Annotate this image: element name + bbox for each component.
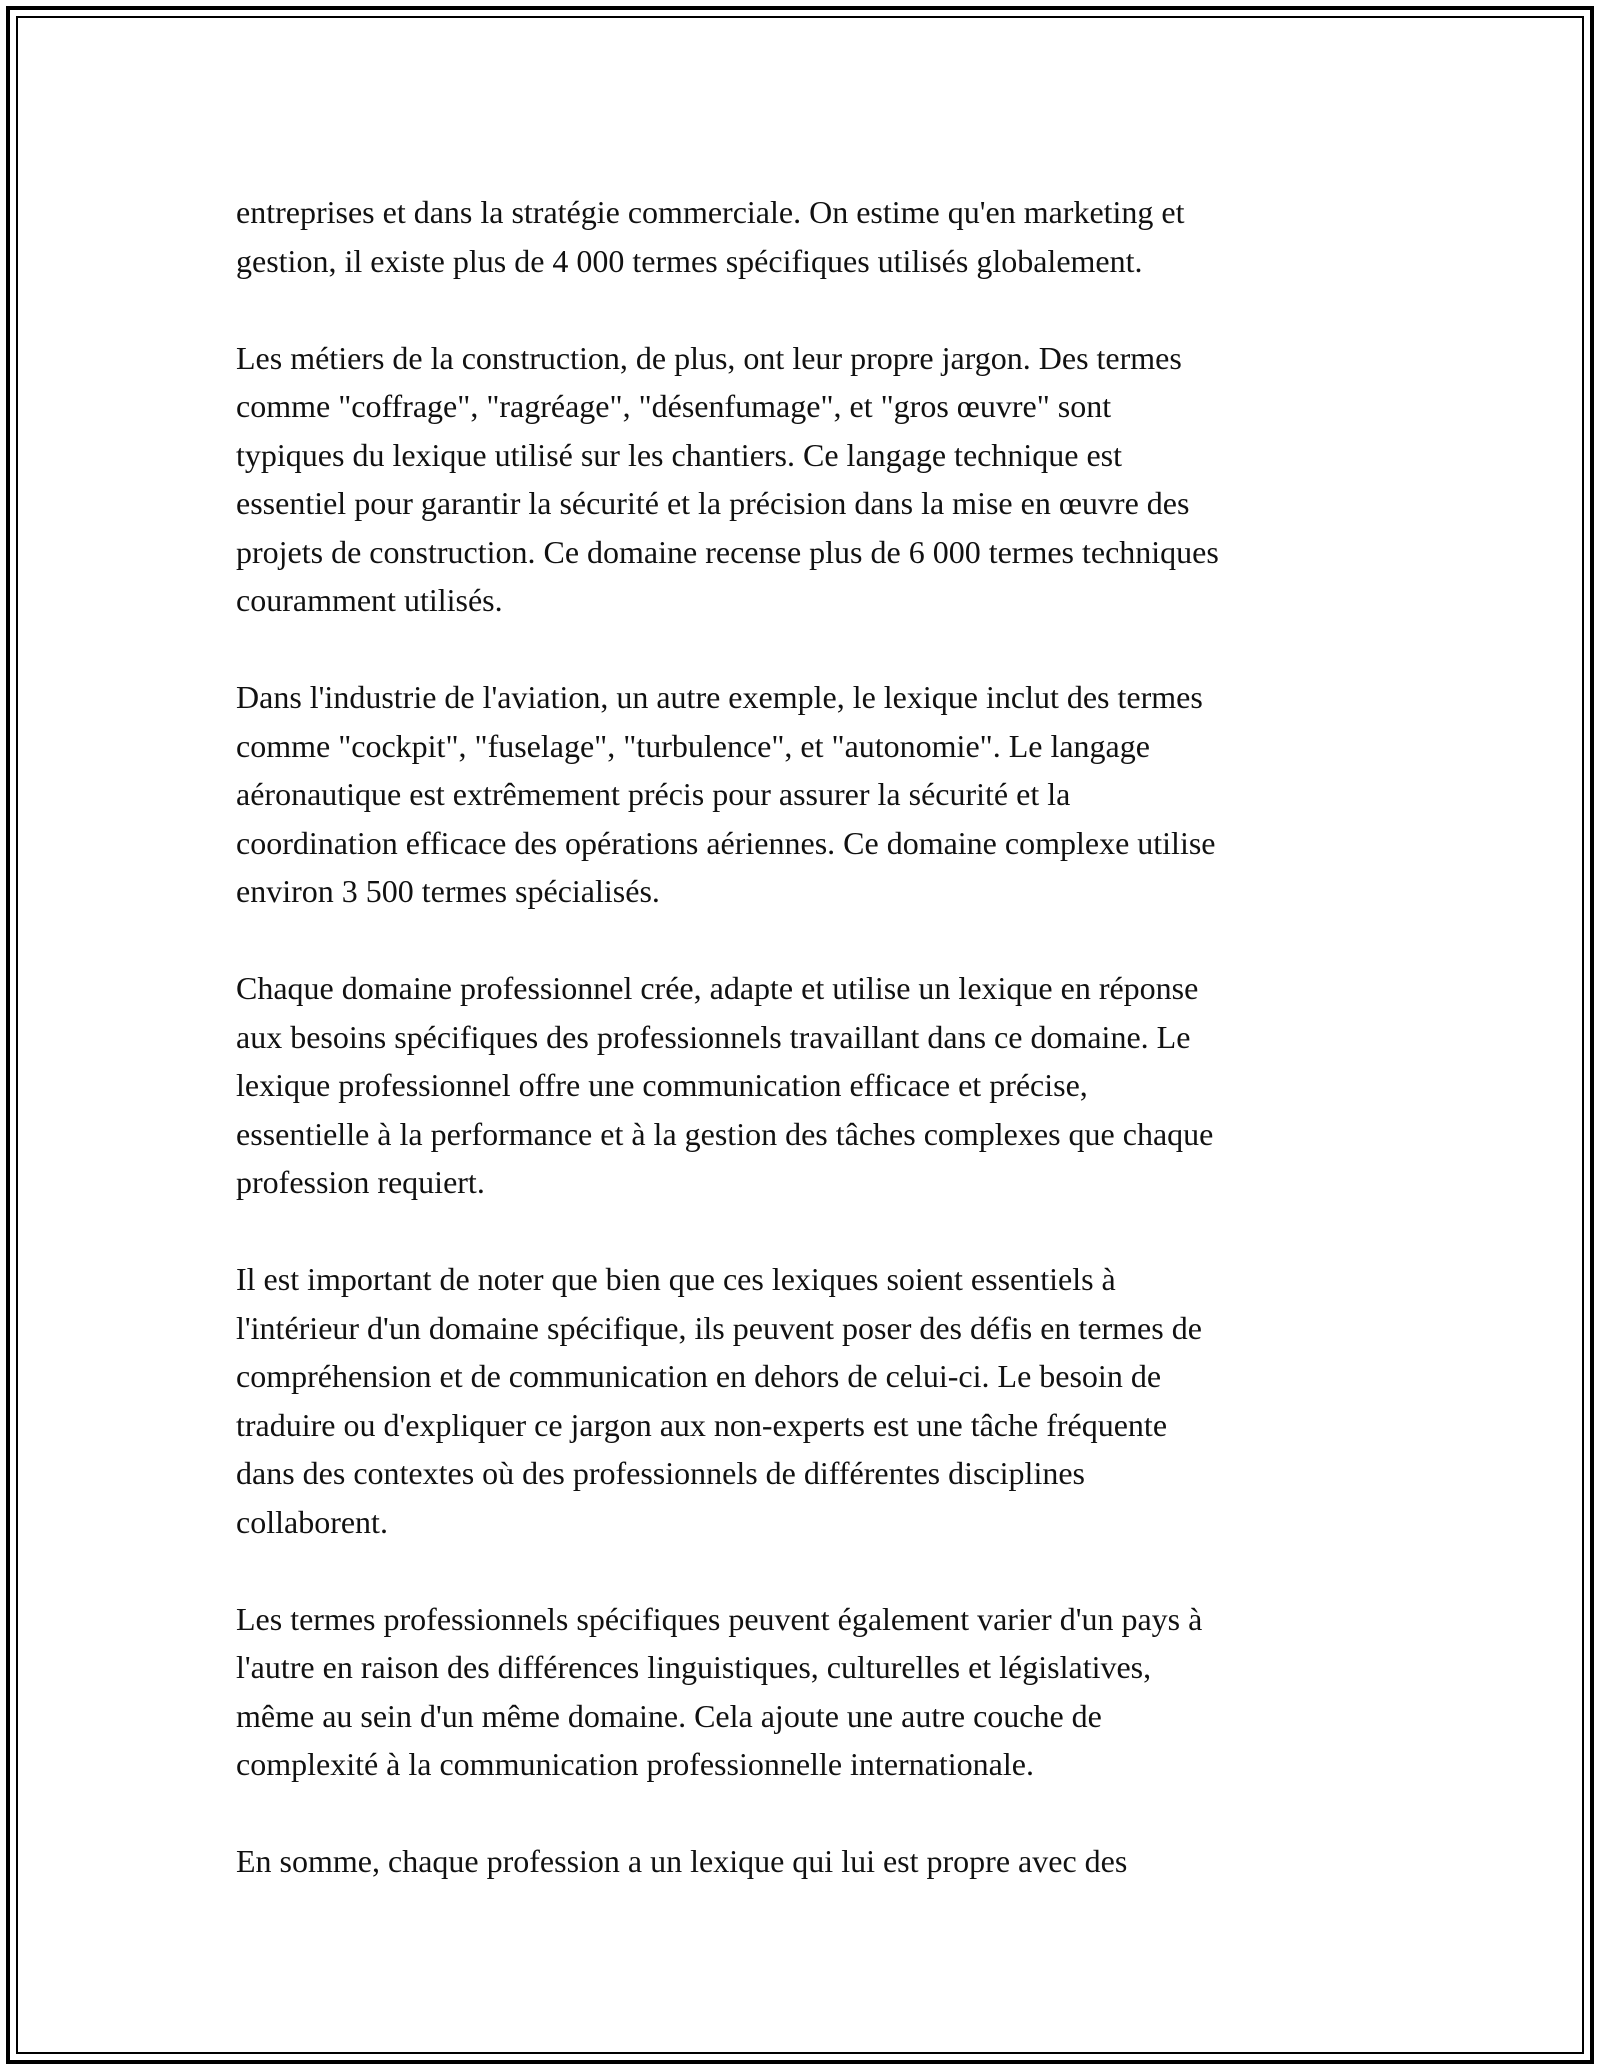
paragraph-aviation: Dans l'industrie de l'aviation, un autre exemple, le lexique inclut des termes comme "cockpit", "fuselage", "turbulence", et "autonomie". Le langage aéronautique est extrêmement précis pour assurer la sécurité et la coordination efficace des opérations aériennes. Ce domaine complexe utilise environ 3 500 termes spécialisés. (236, 679, 1216, 909)
paragraph-international: Les termes professionnels spécifiques peuvent également varier d'un pays à l'autre en raison des différences linguistiques, culturelles et législatives, même au sein d'un même domaine. Cela ajoute une autre couche de complexité à la communication professionnelle internationale. (236, 1600, 1203, 1782)
paragraph-construction: Les métiers de la construction, de plus, ont leur propre jargon. Des termes comme "coffrage", "ragréage", "désenfumage", et "gros œuvre" sont typiques du lexique utilisé sur les chantiers. Ce langage technique est essentiel pour garantir la sécurité et la précision dans la mise en œuvre des projets de construction. Ce domaine recense plus de 6 000 termes techniques couramment utilisés. (236, 339, 1219, 618)
paragraph-marketing: entreprises et dans la stratégie commerciale. On estime qu'en marketing et gestion, il existe plus de 4 000 termes spécifiques utilisés globalement. (236, 194, 1185, 279)
paragraph-each-domain: Chaque domaine professionnel crée, adapte et utilise un lexique en réponse aux besoins spécifiques des professionnels travaillant dans ce domaine. Le lexique professionnel offre une communication efficace et précise, essentielle à la performance et à la gestion des tâches complexes que chaque profession requiert. (236, 970, 1214, 1200)
paragraph-conclusion: En somme, chaque profession a un lexique qui lui est propre avec des (236, 1843, 1128, 1879)
document-body (236, 188, 1376, 1886)
paragraph-challenges: Il est important de noter que bien que ces lexiques soient essentiels à l'intérieur d'un domaine spécifique, ils peuvent poser des défis en termes de compréhension et de communication en dehors de celui-ci. Le besoin de traduire ou d'expliquer ce jargon aux non-experts est une tâche fréquente dans des contextes où des professionnels de différentes disciplines collaborent. (236, 1261, 1202, 1540)
